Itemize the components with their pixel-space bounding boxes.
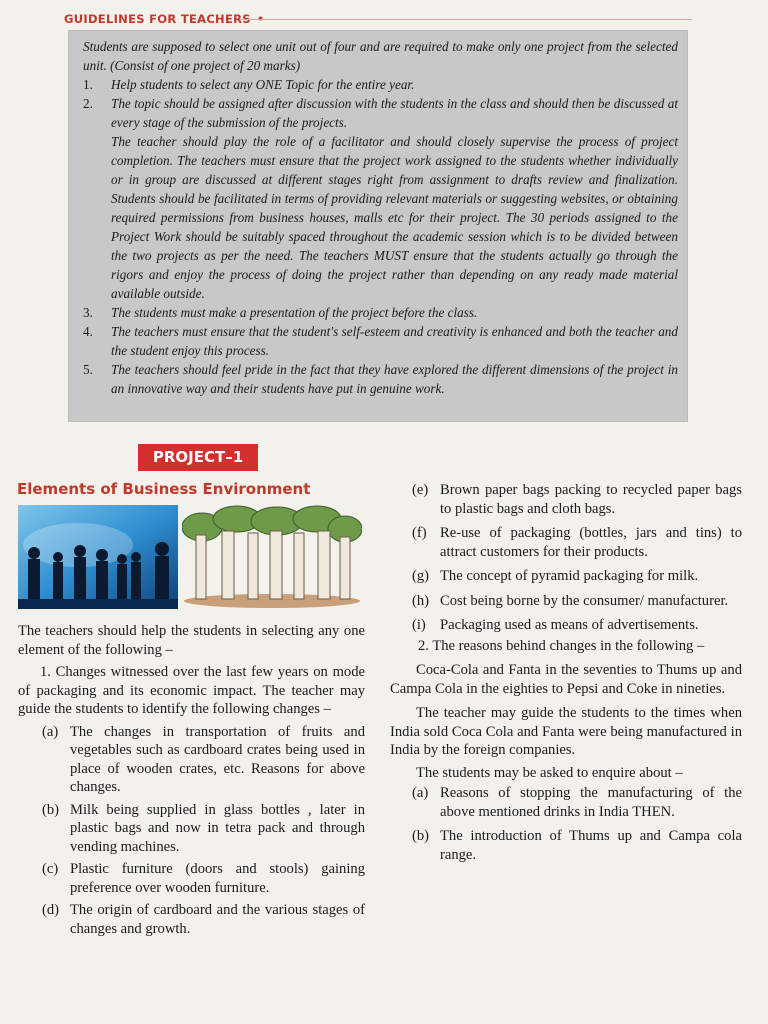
- list-item: (a) The changes in transportation of fruits and vegetables such as cardboard crates being used in place of wooden crates, etc. Reasons for above changes.: [42, 723, 365, 795]
- list-item: (h) Cost being borne by the consumer/ manufacturer.: [412, 592, 729, 609]
- list-item: (g) The concept of pyramid packaging for milk.: [412, 568, 699, 584]
- guideline-paragraph: The teacher should play the role of a facilitator and should closely supervise the process of project completion. The teachers must ensure that the project work assigned to the students whether individually or in group are discussed at different stages right from assignment to drafts review and finalization. Students should be facilitated in terms of providing relevant materials or suggesting websites, or obtaining required permissions from business houses, malls etc for their project. The 30 periods assigned to the Project Work should be suitably spaced throughout the academic session which is to be divided between the two projects as per the need. The teachers MUST ensure that the students actually go through the rigors and enjoy the process of doing the project rather than depending on any ready made material available outside.: [111, 134, 678, 301]
- page-header: GUIDELINES FOR TEACHERS •: [64, 12, 265, 26]
- project-badge: PROJECT–1: [138, 444, 258, 471]
- guideline-item: 5. The teachers should feel pride in the fact that they have explored the different dimensions of the project in an innovative way and their students have put in genuine work.: [83, 362, 678, 396]
- cola-paragraph: Coca-Cola and Fanta in the seventies to Thums up and Campa Cola in the eighties to Pepsi and Coke in nineties.: [390, 662, 742, 697]
- guide-paragraph: The teacher may guide the students to the times when India sold Coca Cola and Fanta were being manufactured in India by the foreign companies.: [390, 705, 742, 758]
- list-item: (c) Plastic furniture (doors and stools) gaining preference over wooden furniture.: [42, 861, 365, 896]
- guideline-item: 3. The students must make a presentation of the project before the class.: [83, 305, 478, 320]
- guidelines-box: [68, 30, 688, 422]
- guidelines-intro: Students are supposed to select one unit out of four and are required to make only one project from the selected unit. (Consist of one project of 20 marks): [83, 39, 678, 73]
- guideline-item: 4. The teachers must ensure that the student's self-esteem and creativity is enhanced and both the teacher and the student enjoy this process.: [83, 324, 678, 358]
- right-column: [390, 481, 742, 864]
- guideline-item: 2. The topic should be assigned after discussion with the students in the class and should then be discussed at every stage of the submission of the projects.: [83, 96, 678, 130]
- trees-illustration: [182, 505, 362, 609]
- point-2: 2. The reasons behind changes in the following –: [418, 637, 705, 654]
- left-column: [18, 622, 365, 938]
- list-item: (b) The introduction of Thums up and Campa cola range.: [412, 828, 742, 863]
- list-item: (b) Milk being supplied in glass bottles , later in plastic bags and now in tetra pack and through vending machines.: [42, 801, 365, 855]
- list-item: (i) Packaging used as means of advertisements.: [412, 617, 699, 633]
- left-intro: The teachers should help the students in selecting any one element of the following –: [18, 623, 365, 658]
- guideline-item: 1. Help students to select any ONE Topic for the entire year.: [83, 77, 415, 92]
- business-people-image: [18, 505, 178, 609]
- point-1: 1. Changes witnessed over the last few years on mode of packaging and its economic impact. The teacher may guide the students to identify the following changes –: [18, 664, 365, 717]
- enquire-text: The students may be asked to enquire about –: [416, 764, 683, 781]
- list-item: (a) Reasons of stopping the manufacturing of the above mentioned drinks in India THEN.: [412, 785, 742, 820]
- header-rule: [240, 19, 692, 20]
- list-item: (d) The origin of cardboard and the various stages of changes and growth.: [42, 902, 365, 937]
- list-item: (e) Brown paper bags packing to recycled paper bags to plastic bags and cloth bags.: [412, 482, 742, 517]
- section-title: Elements of Business Environment: [17, 480, 311, 498]
- list-item: (f) Re-use of packaging (bottles, jars and tins) to attract customers for their products.: [412, 525, 742, 560]
